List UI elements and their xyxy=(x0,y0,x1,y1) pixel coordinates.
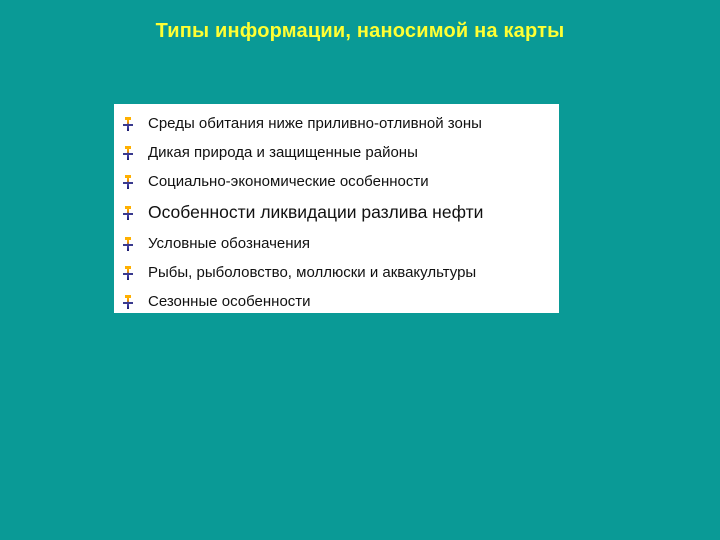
list-item xyxy=(114,167,559,196)
list-item-label: Условные обозначения xyxy=(148,235,311,252)
arrow-bullet-icon xyxy=(122,206,134,220)
list-item xyxy=(114,229,559,258)
arrow-bullet-icon xyxy=(122,266,134,280)
bullet-list-box xyxy=(114,104,559,313)
list-item-label: Социально-экономические особенности xyxy=(148,173,429,190)
list-item-label: Дикая природа и защищенные районы xyxy=(148,144,418,161)
arrow-bullet-icon xyxy=(122,175,134,189)
arrow-bullet-icon xyxy=(122,295,134,309)
list-item xyxy=(114,258,559,287)
list-item-label: Сезонные особенности xyxy=(148,293,311,310)
list-item-label: Особенности ликвидации разлива нефти xyxy=(148,202,484,222)
list-item-label: Среды обитания ниже приливно-отливной зоны xyxy=(148,115,482,132)
list-item xyxy=(114,196,559,229)
slide-title: Типы информации, наносимой на карты xyxy=(155,20,565,42)
list-item-label: Рыбы, рыболовство, моллюски и аквакультуры xyxy=(148,264,477,281)
list-item xyxy=(114,287,559,316)
arrow-bullet-icon xyxy=(122,237,134,251)
list-item xyxy=(114,109,559,138)
list-item xyxy=(114,138,559,167)
arrow-bullet-icon xyxy=(122,117,134,131)
arrow-bullet-icon xyxy=(122,146,134,160)
